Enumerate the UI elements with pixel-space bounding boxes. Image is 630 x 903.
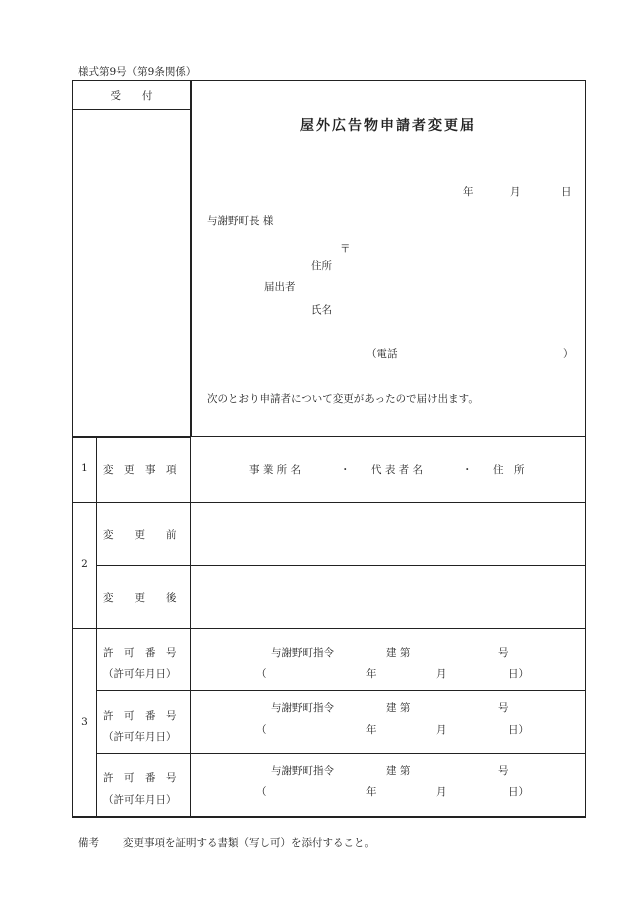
permit-year-label: 年 [366,668,377,680]
change-item-address: 住 所 [493,464,525,476]
row2-mid [96,565,586,566]
table-border-right [585,80,586,817]
build-number-label: 建 第 [386,702,411,714]
table-border-bottom [72,816,586,818]
form-title: 屋外広告物申請者変更届 [300,118,476,134]
after-change-label: 変 更 後 [103,592,177,604]
permit-month-label: 月 [436,724,447,736]
phone-label: （電話 [366,348,398,360]
reception-divider [72,109,190,110]
permit-number-label: 許 可 番 号 [103,772,177,784]
date-paren-open: （ [256,724,267,736]
row1-bottom [72,502,586,503]
name-label: 氏名 [311,304,332,316]
row3-line-1 [96,690,586,691]
addressee: 与謝野町長 様 [207,215,274,227]
permit-month-label: 月 [436,668,447,680]
row2-number: 2 [81,558,88,570]
build-number-label: 建 第 [386,765,411,777]
postal-mark: 〒 [340,243,351,255]
table-border-left [72,80,73,817]
remarks-text: 変更事項を証明する書類（写し可）を添付すること。 [123,837,375,849]
reception-label: 受 付 [110,90,153,102]
row1-number: 1 [81,462,88,474]
permit-day-label: 日） [508,724,529,736]
statement-text: 次のとおり申請者について変更があったので届け出ます。 [207,393,479,405]
remarks-label: 備考 [78,837,99,849]
label-column-line [190,436,191,817]
row3-line-2 [96,753,586,754]
applicant-label: 届出者 [264,281,296,293]
date-day-label: 日 [561,186,572,198]
change-item-separator-1: ・ [340,464,351,476]
form-number: 様式第9号（第9条関係） [78,66,197,78]
permit-number-label: 許 可 番 号 [103,647,177,659]
permit-ref-label: 与謝野町指令 [271,647,334,659]
date-paren-open: （ [256,786,267,798]
go-label: 号 [498,647,509,659]
before-change-label: 変 更 前 [103,529,177,541]
change-item-office-name: 事 業 所 名 [249,464,302,476]
date-month-label: 月 [510,186,521,198]
build-number-label: 建 第 [386,647,411,659]
date-year-label: 年 [463,186,474,198]
permit-number-label: 許 可 番 号 [103,710,177,722]
change-item-separator-2: ・ [462,464,473,476]
number-column-line [96,436,97,817]
row3-number: 3 [81,716,88,728]
permit-ref-label: 与謝野町指令 [271,765,334,777]
phone-close: ） [563,348,574,360]
permit-date-label: （許可年月日） [103,668,177,680]
permit-day-label: 日） [508,668,529,680]
address-label: 住所 [311,260,332,272]
go-label: 号 [498,702,509,714]
permit-ref-label: 与謝野町指令 [271,702,334,714]
permit-year-label: 年 [366,786,377,798]
permit-date-label: （許可年月日） [103,794,177,806]
change-item-representative: 代 表 者 名 [371,464,424,476]
permit-year-label: 年 [366,724,377,736]
permit-month-label: 月 [436,786,447,798]
header-bottom-border [190,436,586,437]
go-label: 号 [498,765,509,777]
reception-bottom-border [72,436,190,438]
table-border-top [72,80,586,81]
permit-date-label: （許可年月日） [103,731,177,743]
date-paren-open: （ [256,668,267,680]
permit-day-label: 日） [508,786,529,798]
row2-bottom [72,628,586,629]
row1-label: 変 更 事 項 [103,464,177,476]
